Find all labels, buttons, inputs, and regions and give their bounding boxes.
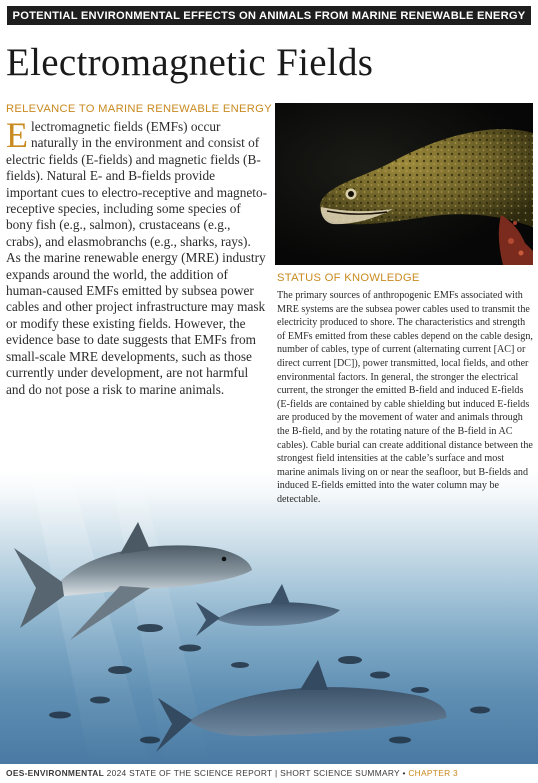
relevance-heading: RELEVANCE TO MARINE RENEWABLE ENERGY <box>6 103 272 115</box>
footer-separator: | <box>274 768 278 778</box>
relevance-body-text <box>6 115 268 398</box>
header-banner <box>7 6 531 25</box>
drop-cap: E <box>6 115 28 155</box>
shark-medium <box>196 584 340 636</box>
page-title: Electromagnetic Fields <box>6 41 374 84</box>
relevance-body: lectromagnetic fields (EMFs) occur naturally in the environment and consist of electric fields (E-fields) and magnetic fields (B-fields). Natural E- and B-fields provide important cues to electro-receptive and magneto-receptive species, including some species of bony fish (e.g., salmon), crustaceans (e.g., crabs), and elasmobranchs (e.g., sharks, rays). As the marine renewable energy (MRE) industry expands around the world, the addition of human-caused EMFs emitted by subsea power cables and other project infrastructure may mask or modify these existing fields. However, the evidence base to date suggests that EMFs from small-scale MRE developments, such as those currently under development, are not harmful and do not pose a risk to marine animals. <box>6 119 268 397</box>
status-body-text: The primary sources of anthropogenic EMFs associated with MRE systems are the subsea power cables used to transmit the electricity produced to shore. The characteristics and strength of EMFs emitted from these cables depend on the cable design, number of cables, type of current (alternating current [AC] or direct current [DC]), power transmitted, local fields, and other environmental factors. In general, the stronger the electrical current, the stronger the emitted B-field and induced E-fields (E-fields are contained by cable shielding but induced E-fields are produced by the movement of water and animals through the B-field, and by the rotating nature of the B-field in AC cables). Cable burial can create additional distance between the strongest field intensities at the cable’s surface and most marine animals living on or near the seafloor, but B-fields and induced E-fields emitted into the water column may be detectable. <box>277 290 533 505</box>
moray-eel-photo <box>275 103 533 265</box>
footer-org: OES-ENVIRONMENTAL <box>6 768 105 778</box>
moray-eel-illustration <box>275 103 533 265</box>
footer-summary: SHORT SCIENCE SUMMARY <box>280 768 400 778</box>
footer-report: 2024 STATE OF THE SCIENCE REPORT <box>106 768 273 778</box>
shark-school-illustration <box>0 470 538 764</box>
page-footer <box>6 768 458 778</box>
shark-school-photo <box>0 470 538 764</box>
header-banner-text: POTENTIAL ENVIRONMENTAL EFFECTS ON ANIMALS FROM MARINE RENEWABLE ENERGY <box>12 9 526 22</box>
footer-bullet: • <box>402 768 406 778</box>
status-heading: STATUS OF KNOWLEDGE <box>277 272 420 284</box>
footer-chapter: CHAPTER 3 <box>408 768 459 778</box>
